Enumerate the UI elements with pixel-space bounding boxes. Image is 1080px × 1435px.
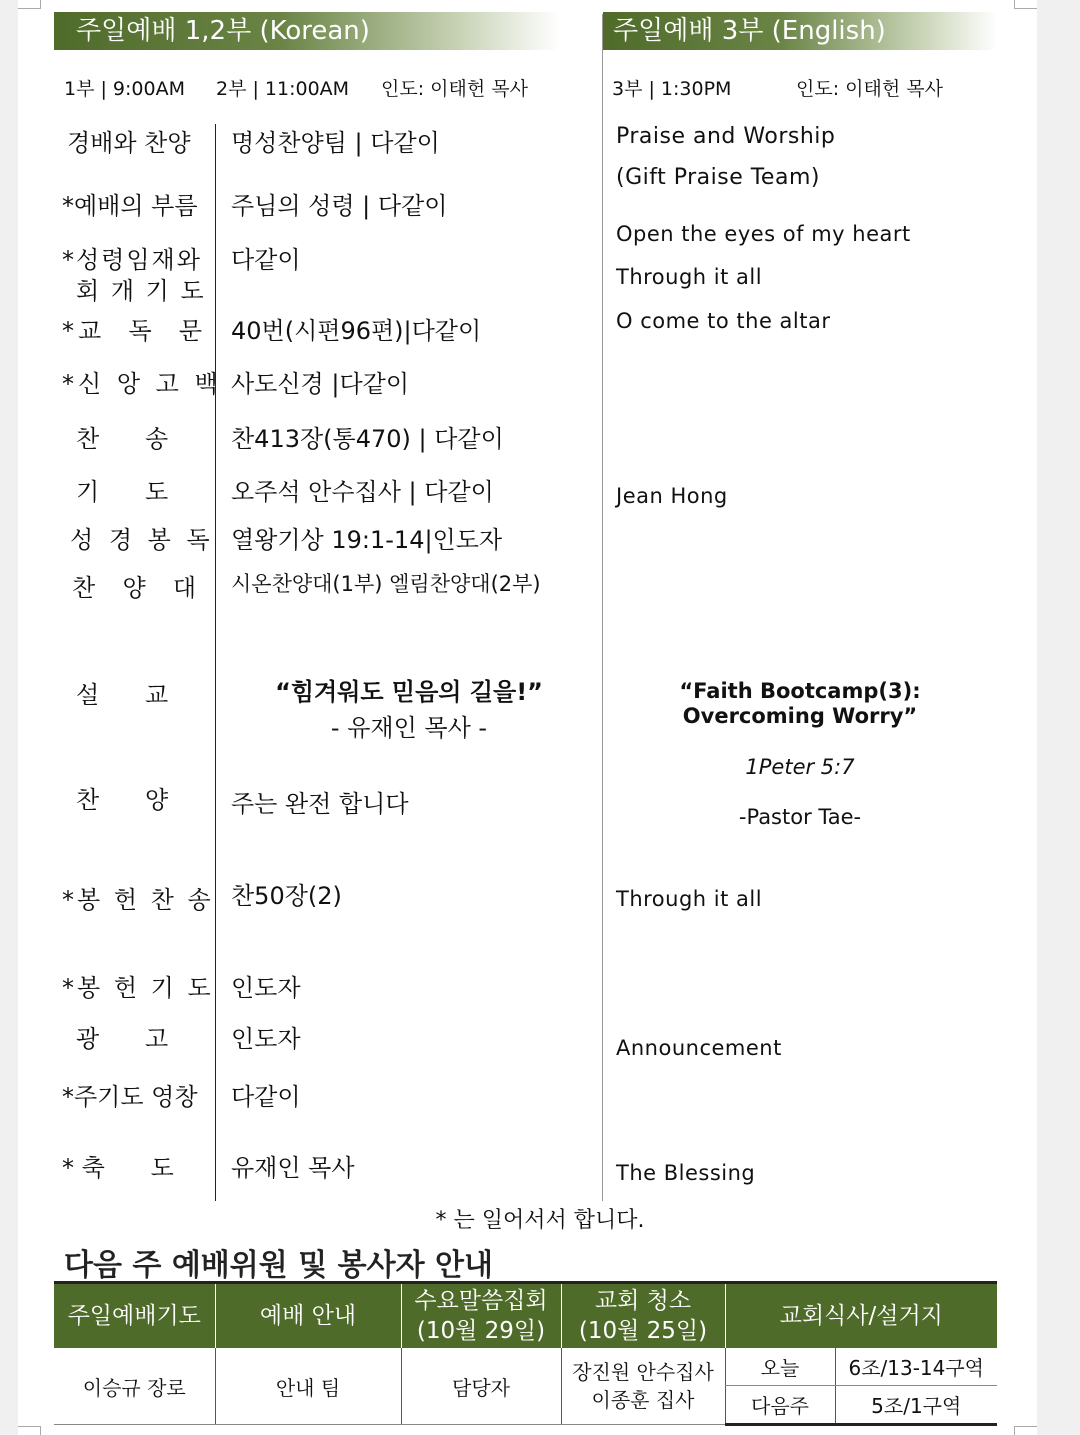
order-label: *신 앙 고 백 (62, 370, 222, 398)
order-label: *주기도 영창 (62, 1083, 198, 1111)
scripture-english: 1Peter 5:7 (745, 755, 855, 779)
order-label: *예배의 부름 (62, 192, 198, 220)
order-value: 다같이 (231, 246, 301, 274)
header-cleaning-date: (10월 25일) (578, 1318, 708, 1344)
korean-header-text: 주일예배 1,2부 (Korean) (76, 16, 370, 46)
announcement: Announcement (616, 1036, 782, 1060)
service1-time: 1부 | 9:00AM (64, 78, 185, 100)
song-item: Open the eyes of my heart (616, 222, 911, 246)
order-value: 인도자 (231, 974, 301, 1002)
order-label: *봉 헌 찬 송 (62, 886, 214, 914)
order-value: 주님의 성령 | 다같이 (231, 192, 448, 220)
page-corner-mark (18, 0, 41, 9)
praise-title: Praise and Worship (616, 124, 836, 149)
english-service-header (603, 12, 997, 50)
offering-song: Through it all (616, 887, 763, 911)
header-usher: 예배 안내 (215, 1283, 401, 1349)
korean-service-header (54, 12, 559, 50)
order-value: 다같이 (231, 1083, 301, 1111)
order-label: 회 개 기 도 (76, 277, 206, 305)
sermon-preacher-korean: - 유재인 목사 - (330, 714, 488, 742)
order-label: *성령임재와 (62, 246, 202, 274)
order-value: 찬50장(2) (231, 882, 342, 910)
korean-leader: 인도: 이태헌 목사 (381, 78, 528, 100)
meal-next-value: 5조/1구역 (835, 1386, 997, 1425)
order-value: 주는 완전 합니다 (231, 790, 409, 818)
order-value: 40번(시편96편)|다같이 (231, 317, 482, 345)
prayer-leader: Jean Hong (616, 484, 728, 508)
next-week-table (54, 1281, 997, 1426)
sermon-title-english: “Faith Bootcamp(3): (679, 679, 921, 703)
next-week-title: 다음 주 예배위원 및 봉사자 안내 (64, 1248, 493, 1283)
order-label: 기 도 (76, 478, 169, 506)
header-cleaning-title: 교회 청소 (594, 1288, 692, 1314)
sermon-title-korean: “힘겨워도 믿음의 길을!” (275, 678, 543, 706)
column-divider (602, 14, 603, 1201)
order-value: 인도자 (231, 1025, 301, 1053)
order-label: 찬 양 (76, 786, 169, 814)
cleaning-name: 장진원 안수집사 (572, 1360, 714, 1384)
order-label: *봉 헌 기 도 (62, 974, 214, 1002)
preacher-english: -Pastor Tae- (738, 805, 862, 829)
sermon-title-english: Overcoming Worry” (682, 704, 918, 728)
english-leader: 인도: 이태헌 목사 (796, 78, 943, 100)
standing-note: * 는 일어서서 합니다. (435, 1208, 645, 1233)
meal-next-label: 다음주 (725, 1386, 835, 1425)
header-wednesday-title: 수요말씀집회 (414, 1288, 548, 1314)
order-value: 열왕기상 19:1-14|인도자 (231, 526, 503, 554)
order-label: 성 경 봉 독 (70, 526, 214, 554)
order-label: *교 독 문 (62, 317, 207, 345)
order-label: 설 교 (76, 681, 169, 709)
order-label: * 축 도 (62, 1154, 174, 1182)
blessing: The Blessing (616, 1161, 756, 1185)
wednesday-cell: 담당자 (401, 1348, 561, 1425)
order-value: 시온찬양대(1부) 엘림찬양대(2부) (231, 572, 541, 596)
sunday-prayer-cell: 이승규 장로 (54, 1348, 215, 1425)
order-value: 명성찬양팀 | 다같이 (231, 129, 440, 157)
song-item: O come to the altar (616, 309, 831, 333)
header-wednesday-date: (10월 29일) (416, 1318, 546, 1344)
order-value: 오주석 안수집사 | 다같이 (231, 478, 494, 506)
header-wednesday (401, 1283, 561, 1349)
header-sunday-prayer: 주일예배기도 (54, 1283, 215, 1349)
order-value: 사도신경 |다같이 (231, 370, 410, 398)
label-divider (215, 124, 216, 1201)
order-label: 찬 양 대 (72, 574, 201, 602)
order-value: 유재인 목사 (231, 1154, 355, 1182)
cleaning-name: 이종훈 집사 (591, 1388, 695, 1412)
page-corner-mark (1014, 0, 1037, 9)
english-header-text: 주일예배 3부 (English) (613, 16, 886, 46)
header-cleaning (561, 1283, 725, 1349)
page-corner-mark (1014, 1426, 1037, 1435)
header-meal: 교회식사/설거지 (725, 1283, 997, 1349)
order-value: 찬413장(통470) | 다같이 (231, 425, 504, 453)
song-item: Through it all (616, 265, 763, 289)
praise-team: (Gift Praise Team) (616, 165, 820, 190)
order-label: 경배와 찬양 (67, 129, 191, 157)
meal-today-label: 오늘 (725, 1348, 835, 1386)
service2-time: 2부 | 11:00AM (216, 78, 350, 100)
service3-time: 3부 | 1:30PM (612, 78, 732, 100)
usher-cell: 안내 팀 (215, 1348, 401, 1425)
page-corner-mark (18, 1426, 41, 1435)
order-label: 찬 송 (76, 425, 169, 453)
order-label: 광 고 (76, 1025, 169, 1053)
cleaning-cell (561, 1348, 725, 1425)
meal-today-value: 6조/13-14구역 (835, 1348, 997, 1386)
